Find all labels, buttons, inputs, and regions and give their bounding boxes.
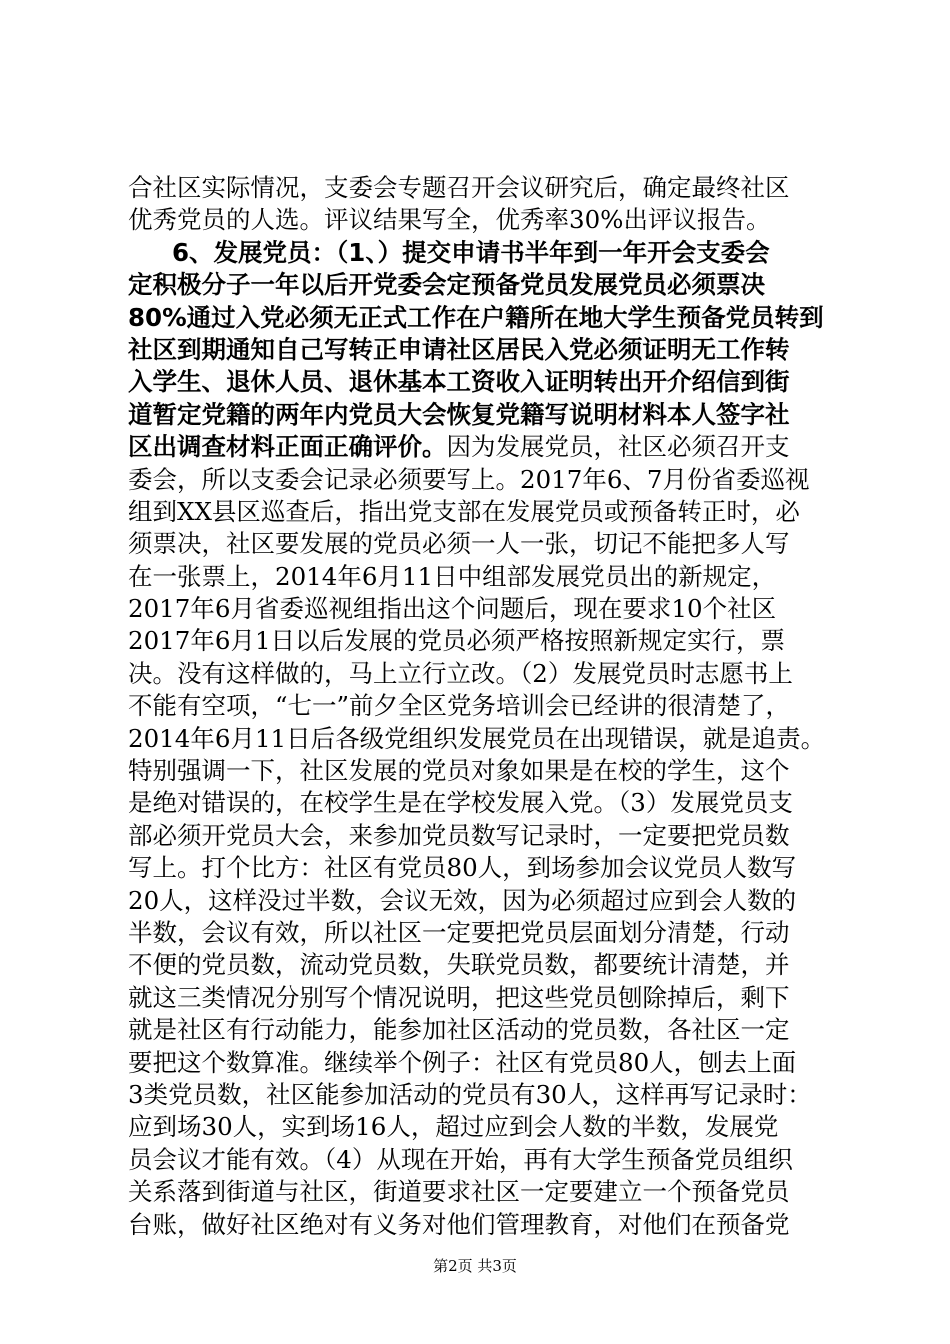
text-line-29: 3类党员数，社区能参加活动的党员有30人，这样再写记录时： bbox=[128, 1079, 812, 1109]
document-body bbox=[128, 172, 836, 1241]
text-line-9 bbox=[128, 431, 836, 463]
text-line-20: 是绝对错误的，在校学生是在学校发展入党。（3）发展党员支 bbox=[128, 788, 793, 818]
text-line-9-bold: 区出调查材料正面正确评价。 bbox=[128, 432, 447, 462]
text-line-11: 组到XX县区巡查后，指出党支部在发展党员或预备转正时，必 bbox=[128, 496, 800, 526]
text-line-6: 社区到期通知自己写转正申请社区居民入党必须证明无工作转 bbox=[128, 334, 790, 364]
text-line-14: 2017年6月省委巡视组指出这个问题后，现在要求10个社区 bbox=[128, 594, 777, 624]
text-line-7: 入学生、退休人员、退休基本工资收入证明转出开介绍信到街 bbox=[128, 367, 790, 397]
text-line-33: 台账，做好社区绝对有义务对他们管理教育，对他们在预备党 bbox=[128, 1209, 790, 1239]
text-line-15: 2017年6月1日以后发展的党员必须严格按照新规定实行，票 bbox=[128, 626, 786, 656]
text-line-8: 道暂定党籍的两年内党员大会恢复党籍写说明材料本人签字社 bbox=[128, 399, 790, 429]
page-number-footer: 第2页 共3页 bbox=[433, 1257, 517, 1275]
text-line-28: 要把这个数算准。继续举个例子：社区有党员80人，刨去上面 bbox=[128, 1047, 797, 1077]
text-line-30: 应到场30人，实到场16人，超过应到会人数的半数，发展党 bbox=[128, 1112, 779, 1142]
text-line-22: 写上。打个比方：社区有党员80人，到场参加会议党员人数写 bbox=[128, 853, 797, 883]
text-line-3: 6、发展党员：（1、）提交申请书半年到一年开会支委会 bbox=[172, 237, 770, 267]
text-line-16: 决。没有这样做的，马上立行立改。（2）发展党员时志愿书上 bbox=[128, 658, 793, 688]
text-line-32: 关系落到街道与社区，街道要求社区一定要建立一个预备党员 bbox=[128, 1177, 790, 1207]
text-line-12: 须票决，社区要发展的党员必须一人一张，切记不能把多人写 bbox=[128, 529, 790, 559]
text-line-13: 在一张票上，2014年6月11日中组部发展党员出的新规定， bbox=[128, 561, 777, 591]
text-line-24: 半数，会议有效，所以社区一定要把党员层面划分清楚，行动 bbox=[128, 917, 790, 947]
text-line-31: 员会议才能有效。（4）从现在开始，再有大学生预备党员组织 bbox=[128, 1144, 793, 1174]
text-line-1: 合社区实际情况，支委会专题召开会议研究后，确定最终社区 bbox=[128, 173, 790, 202]
text-line-10: 委会，所以支委会记录必须要写上。2017年6、7月份省委巡视 bbox=[128, 464, 810, 494]
text-line-9-normal: 因为发展党员，社区必须召开支 bbox=[446, 432, 790, 462]
text-line-27: 就是社区有行动能力，能参加社区活动的党员数，各社区一定 bbox=[128, 1015, 790, 1045]
text-line-19: 特别强调一下，社区发展的党员对象如果是在校的学生，这个 bbox=[128, 756, 790, 786]
text-line-25: 不便的党员数，流动党员数，失联党员数，都要统计清楚，并 bbox=[128, 950, 790, 980]
text-line-2: 优秀党员的人选。评议结果写全，优秀率30%出评议报告。 bbox=[128, 205, 771, 235]
text-line-18: 2014年6月11日后各级党组织发展党员在出现错误，就是追责。 bbox=[128, 723, 826, 753]
text-line-21: 部必须开党员大会，来参加党员数写记录时，一定要把党员数 bbox=[128, 820, 790, 850]
text-line-23: 20人，这样没过半数，会议无效，因为必须超过应到会人数的 bbox=[128, 885, 797, 915]
text-line-4: 定积极分子一年以后开党委会定预备党员发展党员必须票决 bbox=[128, 270, 765, 300]
text-line-17: 不能有空项，“七一”前夕全区党务培训会已经讲的很清楚了， bbox=[128, 691, 791, 721]
text-line-5: 80%通过入党必须无正式工作在户籍所在地大学生预备党员转到 bbox=[128, 302, 824, 332]
text-line-26: 就这三类情况分别写个情况说明，把这些党员刨除掉后，剩下 bbox=[128, 982, 790, 1012]
